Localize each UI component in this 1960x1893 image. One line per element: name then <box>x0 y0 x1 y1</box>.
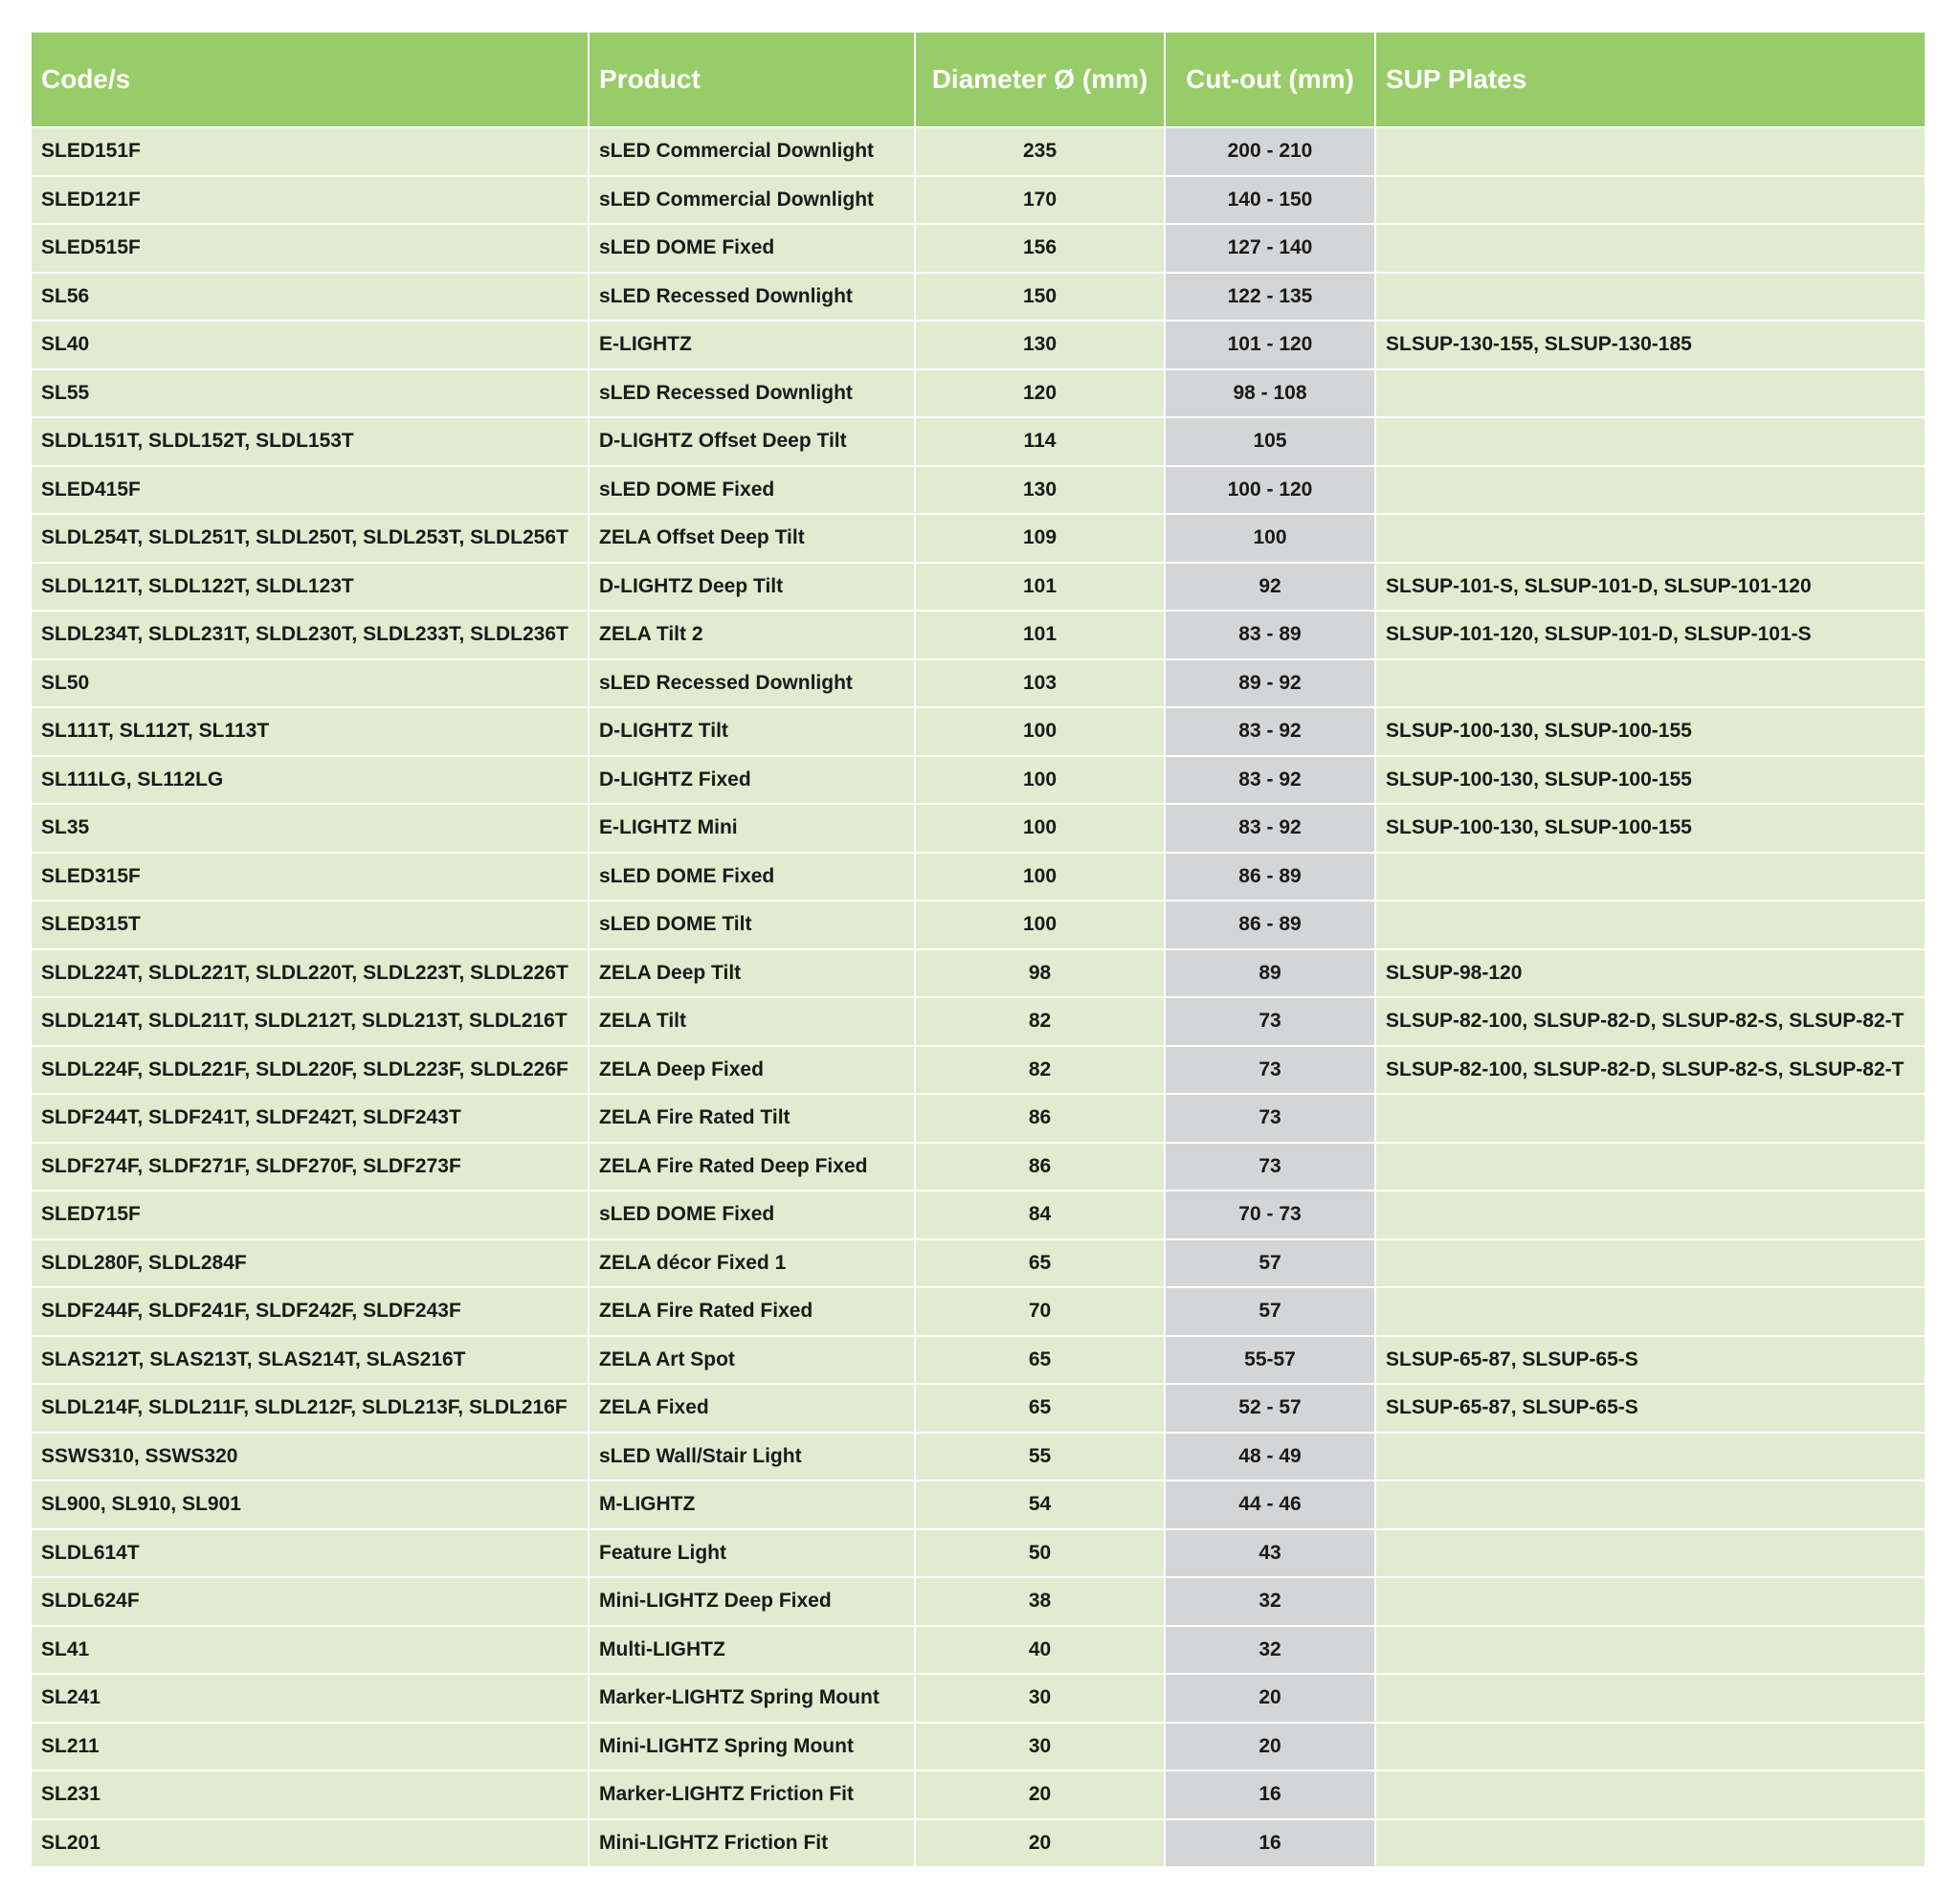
cell-sup-plates: SLSUP-130-155, SLSUP-130-185 <box>1375 321 1925 369</box>
cell-cutout: 20 <box>1165 1674 1375 1723</box>
cell-product: sLED DOME Fixed <box>589 224 915 273</box>
cell-sup-plates: SLSUP-98-120 <box>1375 949 1925 998</box>
cell-sup-plates <box>1375 659 1925 708</box>
cell-cutout: 52 - 57 <box>1165 1384 1375 1433</box>
table-row <box>32 1529 1925 1578</box>
cell-cutout: 20 <box>1165 1723 1375 1771</box>
cell-cutout: 73 <box>1165 1094 1375 1143</box>
cell-product: ZELA Fixed <box>589 1384 915 1433</box>
cell-code: SLDL624F <box>32 1577 589 1626</box>
cell-product: D-LIGHTZ Offset Deep Tilt <box>589 417 915 466</box>
table-row <box>32 1481 1925 1529</box>
cell-sup-plates <box>1375 224 1925 273</box>
cell-code: SLED315T <box>32 901 589 949</box>
cell-code: SL201 <box>32 1819 589 1867</box>
cell-code: SSWS310, SSWS320 <box>32 1433 589 1481</box>
cell-sup-plates <box>1375 417 1925 466</box>
cell-sup-plates <box>1375 1481 1925 1529</box>
header-product: Product <box>589 33 915 127</box>
cell-product: ZELA Fire Rated Deep Fixed <box>589 1143 915 1191</box>
table-body <box>32 127 1925 1866</box>
cell-cutout: 83 - 92 <box>1165 707 1375 756</box>
cell-sup-plates <box>1375 1771 1925 1819</box>
cell-cutout: 16 <box>1165 1771 1375 1819</box>
cell-sup-plates <box>1375 1287 1925 1336</box>
cell-cutout: 57 <box>1165 1239 1375 1288</box>
cell-sup-plates <box>1375 466 1925 515</box>
cell-sup-plates: SLSUP-65-87, SLSUP-65-S <box>1375 1384 1925 1433</box>
cell-product: D-LIGHTZ Tilt <box>589 707 915 756</box>
cell-cutout: 83 - 92 <box>1165 756 1375 805</box>
cell-product: D-LIGHTZ Deep Tilt <box>589 563 915 612</box>
cell-code: SLDL224F, SLDL221F, SLDL220F, SLDL223F, SLDL226F <box>32 1046 589 1095</box>
cell-diameter: 101 <box>915 563 1165 612</box>
cell-cutout: 140 - 150 <box>1165 176 1375 225</box>
table-row <box>32 321 1925 369</box>
cell-diameter: 109 <box>915 514 1165 563</box>
cell-code: SL41 <box>32 1626 589 1675</box>
cell-code: SL211 <box>32 1723 589 1771</box>
cell-sup-plates <box>1375 1094 1925 1143</box>
cell-code: SL56 <box>32 273 589 322</box>
cell-cutout: 83 - 92 <box>1165 804 1375 853</box>
cell-sup-plates <box>1375 1577 1925 1626</box>
cell-code: SLDL224T, SLDL221T, SLDL220T, SLDL223T, SLDL226T <box>32 949 589 998</box>
cell-product: ZELA Fire Rated Tilt <box>589 1094 915 1143</box>
cell-diameter: 84 <box>915 1191 1165 1239</box>
table-row <box>32 1384 1925 1433</box>
cell-product: D-LIGHTZ Fixed <box>589 756 915 805</box>
table-row <box>32 949 1925 998</box>
table-row <box>32 853 1925 902</box>
cell-sup-plates <box>1375 514 1925 563</box>
cell-code: SL35 <box>32 804 589 853</box>
cell-sup-plates: SLSUP-100-130, SLSUP-100-155 <box>1375 707 1925 756</box>
cell-product: Marker-LIGHTZ Friction Fit <box>589 1771 915 1819</box>
cell-cutout: 105 <box>1165 417 1375 466</box>
cell-code: SLDL151T, SLDL152T, SLDL153T <box>32 417 589 466</box>
cell-product: ZELA Offset Deep Tilt <box>589 514 915 563</box>
cell-sup-plates <box>1375 1529 1925 1578</box>
cell-diameter: 55 <box>915 1433 1165 1481</box>
cell-code: SLDF244F, SLDF241F, SLDF242F, SLDF243F <box>32 1287 589 1336</box>
cell-product: ZELA Deep Tilt <box>589 949 915 998</box>
cell-sup-plates <box>1375 1674 1925 1723</box>
table-row <box>32 804 1925 853</box>
cell-code: SLED515F <box>32 224 589 273</box>
cell-cutout: 200 - 210 <box>1165 127 1375 176</box>
cell-cutout: 43 <box>1165 1529 1375 1578</box>
cell-product: Feature Light <box>589 1529 915 1578</box>
cell-code: SLDL234T, SLDL231T, SLDL230T, SLDL233T, SLDL236T <box>32 611 589 659</box>
table-row <box>32 1143 1925 1191</box>
table-row <box>32 659 1925 708</box>
table-row <box>32 1626 1925 1675</box>
cell-code: SL231 <box>32 1771 589 1819</box>
cell-product: ZELA Deep Fixed <box>589 1046 915 1095</box>
cell-product: Marker-LIGHTZ Spring Mount <box>589 1674 915 1723</box>
cell-code: SLDL254T, SLDL251T, SLDL250T, SLDL253T, SLDL256T <box>32 514 589 563</box>
cell-product: Multi-LIGHTZ <box>589 1626 915 1675</box>
cell-cutout: 98 - 108 <box>1165 369 1375 418</box>
cell-sup-plates: SLSUP-100-130, SLSUP-100-155 <box>1375 756 1925 805</box>
cell-code: SLED415F <box>32 466 589 515</box>
cell-product: E-LIGHTZ Mini <box>589 804 915 853</box>
cell-sup-plates <box>1375 369 1925 418</box>
table-row <box>32 1674 1925 1723</box>
cell-sup-plates: SLSUP-82-100, SLSUP-82-D, SLSUP-82-S, SLSUP-82-T <box>1375 997 1925 1046</box>
cell-cutout: 101 - 120 <box>1165 321 1375 369</box>
cell-code: SLED715F <box>32 1191 589 1239</box>
cell-diameter: 20 <box>915 1771 1165 1819</box>
cell-sup-plates <box>1375 853 1925 902</box>
cell-code: SLDL121T, SLDL122T, SLDL123T <box>32 563 589 612</box>
cell-product: sLED DOME Fixed <box>589 1191 915 1239</box>
cell-diameter: 82 <box>915 1046 1165 1095</box>
table-row <box>32 997 1925 1046</box>
cell-diameter: 170 <box>915 176 1165 225</box>
cell-product: Mini-LIGHTZ Spring Mount <box>589 1723 915 1771</box>
table-row <box>32 369 1925 418</box>
cell-cutout: 32 <box>1165 1577 1375 1626</box>
cell-code: SLDF244T, SLDF241T, SLDF242T, SLDF243T <box>32 1094 589 1143</box>
cell-sup-plates <box>1375 1626 1925 1675</box>
table-row <box>32 611 1925 659</box>
cell-diameter: 98 <box>915 949 1165 998</box>
cell-product: sLED Commercial Downlight <box>589 127 915 176</box>
cell-cutout: 86 - 89 <box>1165 901 1375 949</box>
table-row <box>32 1239 1925 1288</box>
table-row <box>32 901 1925 949</box>
cell-code: SLDF274F, SLDF271F, SLDF270F, SLDF273F <box>32 1143 589 1191</box>
cell-sup-plates <box>1375 176 1925 225</box>
cell-diameter: 100 <box>915 901 1165 949</box>
cell-diameter: 82 <box>915 997 1165 1046</box>
cell-cutout: 127 - 140 <box>1165 224 1375 273</box>
cell-sup-plates <box>1375 1239 1925 1288</box>
cell-diameter: 86 <box>915 1143 1165 1191</box>
cell-product: sLED Commercial Downlight <box>589 176 915 225</box>
table-row <box>32 466 1925 515</box>
cell-diameter: 65 <box>915 1239 1165 1288</box>
table-row <box>32 1433 1925 1481</box>
table-row <box>32 1191 1925 1239</box>
cell-sup-plates: SLSUP-101-S, SLSUP-101-D, SLSUP-101-120 <box>1375 563 1925 612</box>
table-row <box>32 1819 1925 1867</box>
table-row <box>32 176 1925 225</box>
cell-sup-plates <box>1375 1191 1925 1239</box>
cell-cutout: 122 - 135 <box>1165 273 1375 322</box>
cell-diameter: 100 <box>915 707 1165 756</box>
cell-code: SL241 <box>32 1674 589 1723</box>
header-code: Code/s <box>32 33 589 127</box>
header-row <box>32 33 1925 127</box>
cell-diameter: 100 <box>915 756 1165 805</box>
cell-code: SLED315F <box>32 853 589 902</box>
table-row <box>32 563 1925 612</box>
cell-cutout: 83 - 89 <box>1165 611 1375 659</box>
cell-code: SLDL214F, SLDL211F, SLDL212F, SLDL213F, SLDL216F <box>32 1384 589 1433</box>
cell-product: ZELA décor Fixed 1 <box>589 1239 915 1288</box>
cell-cutout: 73 <box>1165 1046 1375 1095</box>
cell-sup-plates <box>1375 1433 1925 1481</box>
table-row <box>32 1287 1925 1336</box>
cell-sup-plates <box>1375 1143 1925 1191</box>
cell-cutout: 57 <box>1165 1287 1375 1336</box>
table-row <box>32 707 1925 756</box>
cell-code: SL111T, SL112T, SL113T <box>32 707 589 756</box>
cell-cutout: 16 <box>1165 1819 1375 1867</box>
cell-diameter: 235 <box>915 127 1165 176</box>
cell-cutout: 100 <box>1165 514 1375 563</box>
cell-cutout: 73 <box>1165 997 1375 1046</box>
cell-product: sLED Recessed Downlight <box>589 369 915 418</box>
cell-diameter: 65 <box>915 1384 1165 1433</box>
table-row <box>32 273 1925 322</box>
table-row <box>32 224 1925 273</box>
cell-code: SL50 <box>32 659 589 708</box>
cell-cutout: 89 - 92 <box>1165 659 1375 708</box>
cell-sup-plates <box>1375 901 1925 949</box>
cell-product: M-LIGHTZ <box>589 1481 915 1529</box>
cell-diameter: 50 <box>915 1529 1165 1578</box>
cell-cutout: 48 - 49 <box>1165 1433 1375 1481</box>
cell-diameter: 130 <box>915 466 1165 515</box>
cell-diameter: 65 <box>915 1336 1165 1385</box>
cell-code: SL111LG, SL112LG <box>32 756 589 805</box>
cell-code: SLAS212T, SLAS213T, SLAS214T, SLAS216T <box>32 1336 589 1385</box>
cell-cutout: 92 <box>1165 563 1375 612</box>
cell-code: SLDL280F, SLDL284F <box>32 1239 589 1288</box>
cell-diameter: 38 <box>915 1577 1165 1626</box>
cell-diameter: 120 <box>915 369 1165 418</box>
cell-cutout: 100 - 120 <box>1165 466 1375 515</box>
cell-diameter: 103 <box>915 659 1165 708</box>
cell-diameter: 101 <box>915 611 1165 659</box>
table-row <box>32 1336 1925 1385</box>
cell-sup-plates: SLSUP-101-120, SLSUP-101-D, SLSUP-101-S <box>1375 611 1925 659</box>
table-row <box>32 417 1925 466</box>
cell-diameter: 114 <box>915 417 1165 466</box>
table-row <box>32 127 1925 176</box>
cell-diameter: 156 <box>915 224 1165 273</box>
cell-diameter: 54 <box>915 1481 1165 1529</box>
table-row <box>32 514 1925 563</box>
cell-diameter: 100 <box>915 853 1165 902</box>
cell-product: sLED Recessed Downlight <box>589 273 915 322</box>
cell-product: sLED Recessed Downlight <box>589 659 915 708</box>
cell-sup-plates <box>1375 273 1925 322</box>
cell-sup-plates: SLSUP-82-100, SLSUP-82-D, SLSUP-82-S, SLSUP-82-T <box>1375 1046 1925 1095</box>
cell-code: SLDL614T <box>32 1529 589 1578</box>
cell-cutout: 44 - 46 <box>1165 1481 1375 1529</box>
cell-sup-plates: SLSUP-100-130, SLSUP-100-155 <box>1375 804 1925 853</box>
cell-sup-plates <box>1375 1819 1925 1867</box>
cell-code: SL40 <box>32 321 589 369</box>
cell-product: Mini-LIGHTZ Deep Fixed <box>589 1577 915 1626</box>
cell-diameter: 100 <box>915 804 1165 853</box>
header-cutout: Cut-out (mm) <box>1165 33 1375 127</box>
cell-cutout: 32 <box>1165 1626 1375 1675</box>
cell-product: sLED Wall/Stair Light <box>589 1433 915 1481</box>
cell-diameter: 40 <box>915 1626 1165 1675</box>
cell-code: SL55 <box>32 369 589 418</box>
cell-diameter: 86 <box>915 1094 1165 1143</box>
cell-diameter: 30 <box>915 1674 1165 1723</box>
cell-cutout: 55-57 <box>1165 1336 1375 1385</box>
header-diameter: Diameter Ø (mm) <box>915 33 1165 127</box>
cell-sup-plates: SLSUP-65-87, SLSUP-65-S <box>1375 1336 1925 1385</box>
table-row <box>32 1771 1925 1819</box>
header-sup-plates: SUP Plates <box>1375 33 1925 127</box>
cell-sup-plates <box>1375 127 1925 176</box>
cell-product: ZELA Art Spot <box>589 1336 915 1385</box>
cell-diameter: 70 <box>915 1287 1165 1336</box>
cell-product: E-LIGHTZ <box>589 321 915 369</box>
cell-sup-plates <box>1375 1723 1925 1771</box>
cell-code: SL900, SL910, SL901 <box>32 1481 589 1529</box>
cell-product: sLED DOME Fixed <box>589 466 915 515</box>
cell-product: ZELA Fire Rated Fixed <box>589 1287 915 1336</box>
table-header <box>32 33 1925 127</box>
product-spec-table <box>32 33 1925 1866</box>
table-row <box>32 756 1925 805</box>
cell-product: sLED DOME Fixed <box>589 853 915 902</box>
cell-diameter: 150 <box>915 273 1165 322</box>
table-row <box>32 1723 1925 1771</box>
cell-product: Mini-LIGHTZ Friction Fit <box>589 1819 915 1867</box>
cell-cutout: 73 <box>1165 1143 1375 1191</box>
cell-code: SLED121F <box>32 176 589 225</box>
cell-cutout: 86 - 89 <box>1165 853 1375 902</box>
cell-diameter: 30 <box>915 1723 1165 1771</box>
cell-diameter: 20 <box>915 1819 1165 1867</box>
cell-diameter: 130 <box>915 321 1165 369</box>
cell-cutout: 70 - 73 <box>1165 1191 1375 1239</box>
table-row <box>32 1094 1925 1143</box>
cell-code: SLED151F <box>32 127 589 176</box>
table-row <box>32 1046 1925 1095</box>
cell-product: ZELA Tilt <box>589 997 915 1046</box>
cell-cutout: 89 <box>1165 949 1375 998</box>
cell-code: SLDL214T, SLDL211T, SLDL212T, SLDL213T, SLDL216T <box>32 997 589 1046</box>
cell-product: sLED DOME Tilt <box>589 901 915 949</box>
table-row <box>32 1577 1925 1626</box>
cell-product: ZELA Tilt 2 <box>589 611 915 659</box>
